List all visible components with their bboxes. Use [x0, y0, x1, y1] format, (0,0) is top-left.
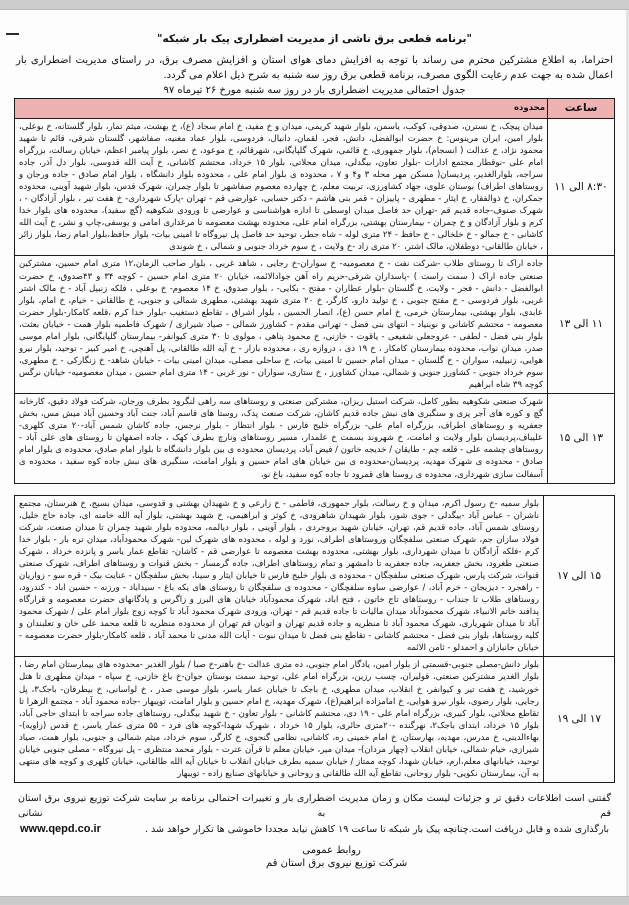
website-url: www.qepd.co.ir	[20, 823, 101, 836]
column-header-area: محدوده	[15, 99, 548, 119]
outage-row-5	[15, 657, 615, 783]
intro-paragraph: احتراما، به اطلاع مشترکین محترم می رساند با توجه به افزایش دمای هوای استان و افزایش مصرف برق، در راستای مدیریت اضطراری بار اعمال شده به جهت عدم رعایت الگوی مصرف، برنامه قطعی برق روز سه شنبه به شرح ذیل اعلام می گردد.	[16, 55, 613, 81]
time-cell: ۸:۳۰ الی ۱۱	[548, 118, 615, 256]
signature-company-name: شرکت توزیع نیروی برق استان قم	[266, 857, 408, 869]
area-cell: بلوار سمیه -خ رسول اکرم، میدان و خ رسالت، بلوار جمهوری، فاطمی - خ زارعی و خ شهیدان بهشتی و قدوسی، میدان بسیج، خ هنرستان، مجتمع ناشران - عباس آباد -بیگدلی - جوی شور، بلوار شهیدان شاهرودی، خ کوثر و ابراهیمی، خ شهید بهشتی، بلوار آیه الله خامنه ای، جاده حاج خلیل، روستای شمس آباد، جاده قدیم قم، تهران، خیابان شهید بروجردی ، بلوار آوینی ، بلوار دیالمه، محدوده بلوار شهید چمران تا میدان صنعت، شرکت فولاد سازان جم، شهرک صنعتی سلفچگان وروستاهای اطراف، نورد و لوله ، محدوده های شهرک لین- شهرک محمودآباد، میدان تره بار - بلوار خدا کرم -فلکه آزادگان تا میدان شهرداری، بلوار بهشتی، محدوده بهشت معصومه تا عوارضی قم - کاشان- تقاطع عمار یاسر و پانزده خرداد ، شهرک صنعتی طغرود، بخش جعفریه، جاده جعفریه تا دامشهر و تمام روستاهای اطراف، جاده گرمسار - بخش قنوات و روستاهای اطراف، شهرک صنعتی قنوات، شرکت پارس، شهرک صنعتی سلفچگان - محدوده ی بلوار خلیج فارس تا خیابان ایثار و سینا، بخش سلفچگان - عنایت بیک - قره سو - زواریان - راهجرد - دیزیجان - خرم آباد، / عوارضی ساوه سلفچگان - محدوده ی سلفچگان تا روستای های یکه باغ - سیداباد - ورزنه - حسین اباد - کندرود، روستاهای طلاب تا جنداب - روستاهای تاج خاتون ، فتح اباد، شهرک محمودآباد خیابان های البرز و زاگرس و پادگانهای حضرت معصومه و قرارگاه پدافند خاتم الانبیاء، شهرک محمودآباد میدان مالیات تا جاده قدیم قم - تهران، ورودی شهرک محمود آباد تا کوچه زوج بلوار امام علی / شهرک محمود آباد تا میدان شهریاری، شهرک محمود آباد تا منظریه و جاده قدیم تهران و اتوبان قم تهران از محدوده منظریه تا قلعه محمد علی خان و تعلبندان و کلیه روستاها، بلوار بنی فضل - محتشم کاشانی - تقاطع بنی فضل تا میدان نبوت - آیات الله مدنی تا محمد آباد ، قلعه کامکار-بلوار حضرت معصومه - خیابان جانبازان و احمدلو - ثامن الائمه	[15, 495, 544, 657]
outage-row-4	[15, 495, 615, 657]
footer-note-line2-text: بارگذاری شده و قابل دریافت است.چنانچه پیک بار شبکه تا ساعت ۱۹ کاهش نیابد مجددا خاموشی ها تکرار خواهد شد .	[144, 824, 609, 836]
outage-table-part1	[14, 98, 615, 484]
time-cell: ۱۳ الی ۱۵	[548, 394, 615, 483]
scan-mark	[6, 33, 19, 35]
outage-row-2	[15, 256, 615, 394]
outage-row-1	[15, 118, 615, 256]
footer-note-line1: گفتنی است اطلاعات دقیق تر و جزئیات لیست مکان و زمان مدیریت اضطراری بار و تغییرات احتمالی برنامه بر سایت شرکت توزیع نیروی برق استان قم به نشانی	[18, 793, 611, 819]
column-header-hour: ساعت	[548, 99, 615, 119]
signature-public-relations: روابط عمومی	[302, 844, 361, 856]
footer-note-line2	[20, 821, 609, 838]
time-cell: ۱۵ الی ۱۷	[544, 495, 615, 657]
document-title: "برنامه قطعی برق ناشی از مدیریت اضطراری پیک بار شبکه"	[157, 33, 472, 45]
area-cell: جاده اراک تا روستای طلاب -شرکت نفت - خ معصومیه- خ سواران-خ رجایی ، شاهد غربی ، بلوار صاحب الزمان،۱۲ متری امام حسین، مشترکین صنعتی جاده اراک ( سمت راست ) -پاسداران شرقی-حریم راه آهن جوادالائمه، خیابان ۲۰ متری امام حسین - کوچه ۳۴ و ۴۳صدوق، خ حضرت ابوالفضل - دانش - فجر - ولایت، خ گلستان -بلوار عطاران - مفتح - بکایی- ، بلوار صدوق، خ ۱۴ معصوم- خ بوعلی ، فلکه زنبیل آباد - خ مالک اشتر غربی، بلوار فردوسی - خ مفتح جنوبی ، خ تولید دارو، کارگر، خ ۲۰ متری شهید بهشتی، مطهری شمالی و جنوبی، خ طالقانی - خیام، خ امام، بلوار عابدی، بلوار بهشتی، بیمارستان خرمی، خ امام حسن (ع)، انصار الحسین ، بلوار اشراق ، تقاطع دستغیب -بلوار خدا کرم ،قلعه کامکار-بلوار حضرت معصومه - محتشم کاشانی و نوبنیاد - انتهای بنی فضل - تهرانی مقدم - کشاورز شمالی - صیاد شیرازی / شهرک فاطمیه بلوار همت - خیابان بعثت، بلوار بنی فضل - لطفی - عروجعلی شفیعی - یاقوت - خازنی، خ محمود پناهی ، مولوی تا ۳۰ متری کیوانفر- بیمارستان گلپایگانی، بلوار امام موسی صدر، میدان نواب، محدوده بیمارستان کامکار ، خ ۱۹ دی ، دروازه ری ، محدوده بازار - خ آیه الله طالقانی، پل آهنچی، خ امیر کبیر - توحید، بلوار نیرو هوایی، زنبیلیه، سواران - خ گلستان - میدان امام حسین تا امینی بیات، خ ساحلی مصلی، میدان امینی بیات - خیابان شاهد- خ زنگارکی - خ مطهری، سوم خرداد جنوبی - کشاورز جنوبی و شمالی، میدان کشاورز ، خ ستاری، سواران - نور غربی - ۱۴ متری امام حسین ، میدان معصومیه- خیابان نرگس کوچه ۳۹ شاه ابراهیم	[15, 256, 548, 394]
area-cell: بلوار دانش-مصلی جنوبی-قسمتی از بلوار امین، یادگار امام جنوبی، ده متری عدالت -خ باهنر-خ صبا / بلوار الغدیر -محدوده های بیمارستان امام رضا ، بلوار الغدیر مشترکین صنعتی، قولیران، چسب رزین، بزرگراه امام علی، توحید سمت بوستان جوان-خ باغ خازنی، خ سپاه - میدان مطهری تا هتل خورشید، خ هفت تیر و کیوانفر، خ انقلاب، میدان مطهری، خ باجک تا خیابان عمار یاسر، بلوار موسی صدر ، خ لواسانی، خ بیطرفان- باجک۳، پل رجایی، بلوار رضوی، بلوار نیرو هوایی، خ امامزاده ابراهیم(ع)، شهرک مهدیه، خ امام حسین و بلوار امامت، تویبهار -جاده محمود آباد - مجتمع الزهرا تا تقاطع محلاتی، بلوار کبیری، بزرگراه امام علی - ۱۹ دی، محتشم کاشانی - بلوار تعاون - خ شهید بیگدلی، روستاهای جاده سراجه تا ابتدای حاجی آباد، بلوار ۱۵ خرداد، ابتدای باجک۲، نهرگنده -۲۰متری حائری، بلوار ۱۵ خرداد ، شهرک شهدا-کوچه های فرد - ۵۵ متری عمار یاسر، خ قدس (زاویه)- بهاءالدینی، خ مدرس، مهدیه، بهارستان، خ امام خمینی ره، کاشانی، نظامی گنجوی، خ کارگر، سوم خرداد، میثم شمالی و جنوبی، بلوار همت، صیاد شیرازی، خیام شمالی، خیابان انقلاب (چهار مردان)- میدان میر، خیابان معلم تا قرآن عترت - بلوار محمد منتظری - پل نیروگاه - مصلی جنوبی خیابان توحید، خیابانهای معلم،ارم، خیابان شهدا، کوچه ممتاز / خیابان سمیه بطرف خیابان انقلاب تا خیابان آیه الله طالقانی، خیابان کلهری و کوچه های منتهی به آن، بیمارستان نکویی- بلوار روحانی، تقاطع آیه الله طالقانی و روحانی و خیابانهای صنایع زاده - تویبهار	[15, 657, 544, 783]
area-cell: میدان پیچک، خ نسترن، صدوقی، کوکب، یاسمن، بلوار شهید کریمی، میدان و خ مفید، خ امام سجاد (ع)، خ بهشت، میثم تمار، بلوار گلستانه، خ بوعلی، بلوار امین، ایران مرینوس: خ حضرت ابوالفضل، دانش، فجر، لقمان، دانیال، فردوسی، بلوار عماد مغنیه، صفاشهر، گلستان شرقی، قائم تا شهید محمود نژاد، خ عدالت ( انسجام)، بلوار جمهوری، خ قائمی، شهرک گلپایگانی، شهرقائم، خ موعود، خ نصر، بلوار پیامبر اعظم، خیابان رسالت، بزرگراه امام علی -نوقطار مجتمع ادارات -بلوار تعاون، بیگدلی، میدان محلاتی، بلوار ۱۵ خرداد، محتشم کاشانی، خ آیت الله قدوسی، بلوار دل آذر، جاده سراجه، بلوارالغدیر، پردیسان( مسکن مهر محله ۳ و۴ و ۷ ، محدوده ی بلوار امام علی ، محدوده بلوار دانشگاه ، بلوار امام صادق - جاده ورجان و روستاهای اطراف) بوستان علوی، جهاد کشاورزی، تربیت معلم، خ چهارده معصوم صفاشهر تا بلوار چمران، شهرک قدس، بلوار شهید آوینی، محدوده جمکران، خ ذوالفقار، خ ایثار - مطهری - پاییزان - قمر بنی هاشم - دکتر حسابی، عوارضی قم - تهران -پارک شهرداری- خ هفت تیر ، بلوار آزادگان - ، شهرک صنوف-جاده قدیم قم -تهران حد فاصل میدان اوسطی تا اداره هواشناسی و عوارضی تا ورودی شکوهیه (گچ سفید)، محدوده های بلوار خدا کرم و بلوار آزادگان و خ چمران - بیمارستان بهشتی، بزرگراه امام علی، محدوده بهشت معصومه تا مرغداری امامی و یوسفی،چاپ و نشر، خ آیت الله کاشانی - خ جمالو - خ خلخالی - خ حافظ - ۲۴ متری لوله - شاه جطر، توحید حد فاصل پل نیروگاه تا امینی بیات- بلوار حافظ،بلوار امام رضا، بلوار زائر ، خیابان طالقانی- دوطفلان، مالک اشتر، ۲۰ متری زاد -خ ولایت ، خ سوم خرداد جنوبی و شمالی ، خ شوندی	[15, 118, 548, 256]
time-cell: ۱۷ الی ۱۹	[544, 657, 615, 783]
time-cell: ۱۱ الی ۱۳	[548, 256, 615, 394]
table-caption: جدول احتمالی مدیریت اضطراری بار در روز سه شنبه مورخ ۲۶ تیرماه ۹۷	[163, 85, 466, 96]
document-body	[0, 9, 629, 897]
area-cell: شهرک صنعتی شکوهیه بطور کامل، شرکت استیل ریزان، مشترکین صنعتی و روستاهای سه راهی لنگرود بطرف ورجان، شرکت فولاد دقیق، کارخانه گچ و کوره های آجر پزی و سنگبری های نبش جاده قدیم کاشان، شرکت صنعت پدک، روستا های قاسم آباد، جنت آباد وحسین آباد میش مس، بخش جعفریه و روستاهای اطراف، بزرگراه امام علی- بزرگراه خلیج فارس - بلوار انتظار - بلوار نرجس، جاده کاشان شمس آباد-۲۰ متری کلهری- علیباف،پردیسان بلوار ولایت و امامت، خ شهروند بسمت خ علمدار، مسیر روستاهای ونارچ بطرف کهک ، جاده اصفهان تا روستای های علی آباد - روستاهای چشمه علی - قلعه چم - طایقان / خدیجه خاتون / فیض آباد، پردیسان محدوده ی بین بلوار دانشگاه تا بلوار امام صادق، محدوده ی بلوار امام صادق - محدوده ی شهرک مهدیه، پردیسان-محدوده ی بین خیابان های امام حسین و بلوار امامت، سنگبری های نبش جاده کوه سفید ، محدوده ی آسفالت سازی شهرداری، محدوده ی روستا های قمرود تا جاده کوه سفید، باغ نو،	[15, 394, 548, 483]
outage-table-part2	[14, 495, 615, 783]
table-gap	[14, 484, 615, 495]
scan-edge-top	[0, 0, 629, 10]
table-header-row	[15, 99, 615, 119]
footer-note	[18, 792, 611, 838]
outage-row-3	[15, 394, 615, 483]
scan-edge-bottom	[0, 896, 629, 905]
